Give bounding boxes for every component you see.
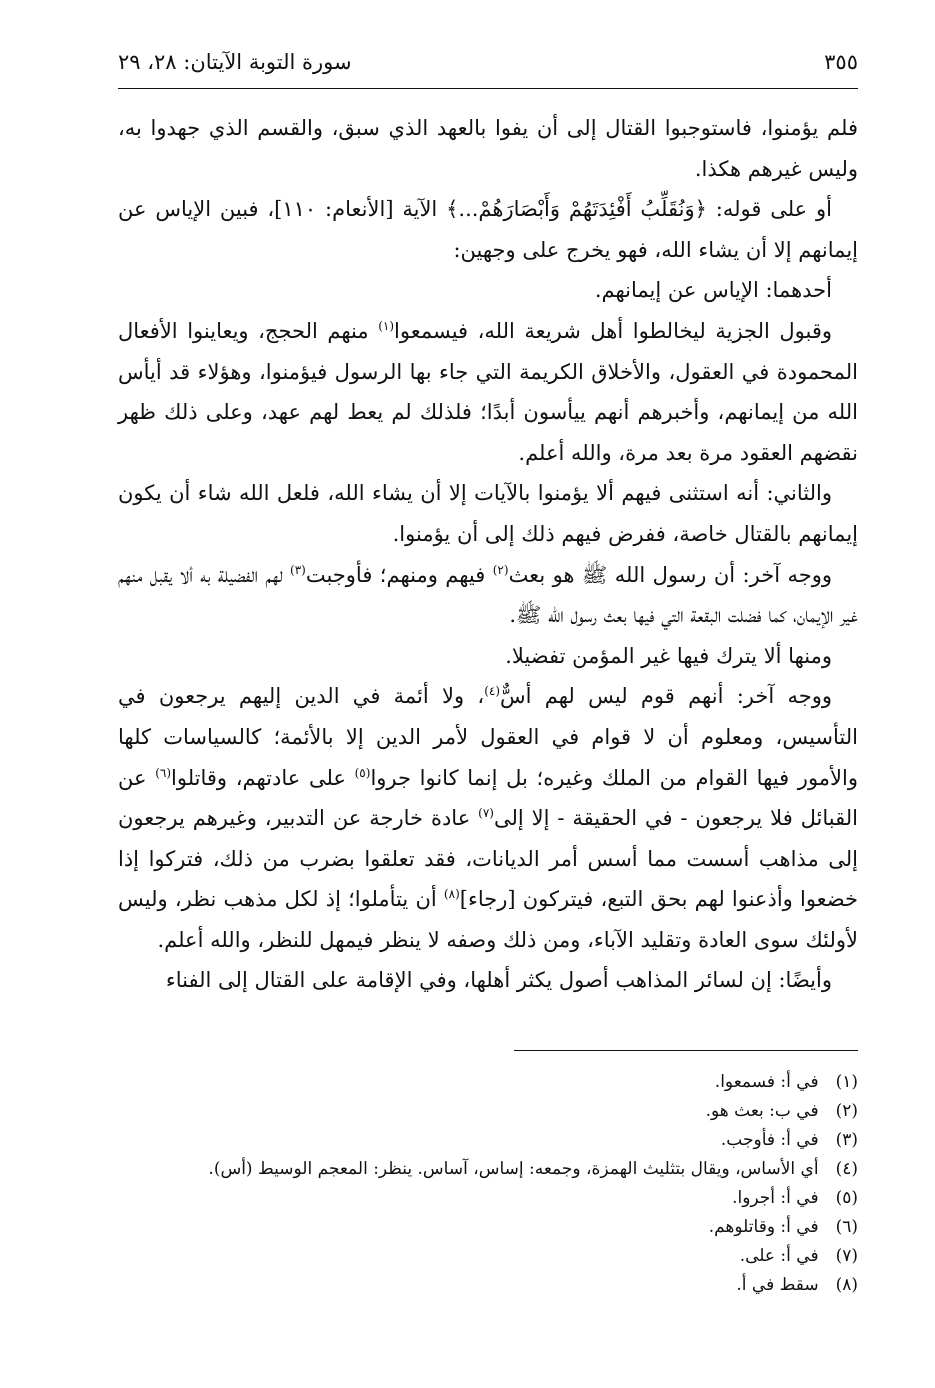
footnote-number: (٣) <box>835 1130 858 1150</box>
text-run: على عادتهم، وقاتلوا <box>171 765 355 790</box>
paragraph-1: فلم يؤمنوا، فاستوجبوا القتال إلى أن يفوا بالعهد الذي سبق، والقسم الذي جهدوا به، وليس غيرهم هكذا. <box>118 116 858 181</box>
text-run: أن يتأملوا؛ إذ لكل مذهب نظر، وليس لأولئك سوى العادة وتقليد الآباء، ومن ذلك وصفه لا ينظر فيمهل للنظر، والله أعلم. <box>118 887 858 952</box>
footnote-number: (٤) <box>835 1159 858 1179</box>
footnote-text: في أ: فسمعوا. <box>714 1072 819 1092</box>
text-run: ، ولا أئمة في الدين إليهم يرجعون في التأسيس، ومعلوم أن لا قوام في العقول لأمر الدين إلا بالأئمة؛ كالسياسات كلها والأمور فيها القوام من الملك وغيره؛ بل إنما كانوا جروا <box>118 684 858 790</box>
text-run: منهم الحجج، ويعاينوا الأفعال المحمودة في العقول، والأخلاق الكريمة التي جاء بها الرسول فيؤمنوا، وهؤلاء قد أيأس الله من إيمانهم، وأخبرهم أنهم ييأسون أبدًا؛ فلذلك لم يعط لهم عهد، وعلى ذلك ظهر نقضهم العقود مرة بعد مرة، والله أعلم. <box>118 318 858 465</box>
footnote-item <box>118 1155 858 1184</box>
footnote-ref-7: (٧) <box>478 806 494 821</box>
paragraph-5: والثاني: أنه استثنى فيهم ألا يؤمنوا بالآيات إلا أن يشاء الله، فلعل الله شاء أن يكون إيمانهم بالقتال خاصة، ففرض فيهم ذلك إلى أن يؤمنوا. <box>118 481 858 546</box>
footnote-ref-2: (٢) <box>492 562 509 577</box>
footnote-item <box>118 1242 858 1271</box>
footnote-item <box>118 1097 858 1126</box>
paragraph-8 <box>118 676 858 960</box>
text-run: ووجه آخر: أنهم قوم ليس لهم أسٌّ <box>500 684 832 709</box>
text-run: عادة خارجة عن التدبير، وغيرهم يرجعون إلى مذاهب أسست مما أسس أمر الديانات، فقد تعلقوا بضرب من ذلك، فتركوا إذا خضعوا وأذعنوا لهم بحق التبع، فيتركون [رجاء] <box>118 806 858 912</box>
footnote-number: (٦) <box>835 1217 858 1237</box>
footnote-number: (٨) <box>835 1275 858 1295</box>
header-divider <box>118 88 858 89</box>
footnote-item <box>118 1271 858 1300</box>
footnote-ref-5: (٥) <box>354 765 371 780</box>
footnote-text: في أ: فأوجب. <box>720 1130 819 1150</box>
footnote-text: أي الأساس، ويقال بتثليث الهمزة، وجمعه: إساس، آساس. ينظر: المعجم الوسيط (أس). <box>208 1159 819 1179</box>
footnote-item <box>118 1213 858 1242</box>
running-title: سورة التوبة الآيتان: ٢٨، ٢٩ <box>118 50 352 74</box>
text-run: ووجه آخر: أن رسول الله ﷺ هو بعث <box>508 562 832 587</box>
footnote-number: (٥) <box>835 1188 858 1208</box>
footnote-number: (٧) <box>835 1246 858 1266</box>
footnote-text: في أ: أجروا. <box>732 1188 819 1208</box>
footnote-number: (١) <box>835 1072 858 1092</box>
text-run: عن القبائل فلا يرجعون - في الحقيقة - إلا إلى <box>118 765 858 831</box>
footnote-divider <box>514 1050 858 1051</box>
paragraph-3: أحدهما: الإياس عن إيمانهم. <box>594 278 832 303</box>
footnote-text: في أ: وقاتلوهم. <box>708 1217 819 1237</box>
main-text <box>118 108 858 1001</box>
text-run: فيهم ومنهم؛ فأوجبت <box>305 562 493 587</box>
footnote-ref-4: (٤) <box>484 684 501 699</box>
footnote-ref-1: (١) <box>378 318 395 333</box>
page-header <box>118 42 858 82</box>
footnote-text: في ب: بعث هو. <box>705 1101 819 1121</box>
footnote-ref-3: (٣) <box>290 562 306 577</box>
footnote-number: (٢) <box>835 1101 858 1121</box>
text-run: لهم الفضيلة به ألا يقبل منهم غير الإيمان، كما فضلت البقعة التي فيها بعث رسول الله ﷺ. <box>118 562 858 628</box>
page-number: ٣٥٥ <box>824 50 858 74</box>
footnote-ref-8: (٨) <box>443 887 460 902</box>
paragraph-4 <box>118 311 858 473</box>
footnote-text: سقط في أ. <box>736 1275 819 1295</box>
paragraph-6 <box>118 555 858 636</box>
footnote-item <box>118 1068 858 1097</box>
footnotes <box>118 1068 858 1300</box>
footnote-text: في أ: على. <box>739 1246 819 1266</box>
paragraph-2: أو على قوله: ﴿وَنُقَلِّبُ أَفْئِدَتَهُمْ وَأَبْصَارَهُمْ...﴾ الآية [الأنعام: ١١٠]، فبين الإياس عن إيمانهم إلا أن يشاء الله، فهو يخرج على وجهين: <box>118 197 858 262</box>
paragraph-9: وأيضًا: إن لسائر المذاهب أصول يكثر أهلها، وفي الإقامة على القتال إلى الفناء <box>165 968 832 993</box>
paragraph-7: ومنها ألا يترك فيها غير المؤمن تفضيلا. <box>505 643 832 668</box>
footnote-item <box>118 1184 858 1213</box>
footnote-ref-6: (٦) <box>155 765 172 780</box>
text-run: وقبول الجزية ليخالطوا أهل شريعة الله، فيسمعوا <box>394 318 832 343</box>
footnote-item <box>118 1126 858 1155</box>
